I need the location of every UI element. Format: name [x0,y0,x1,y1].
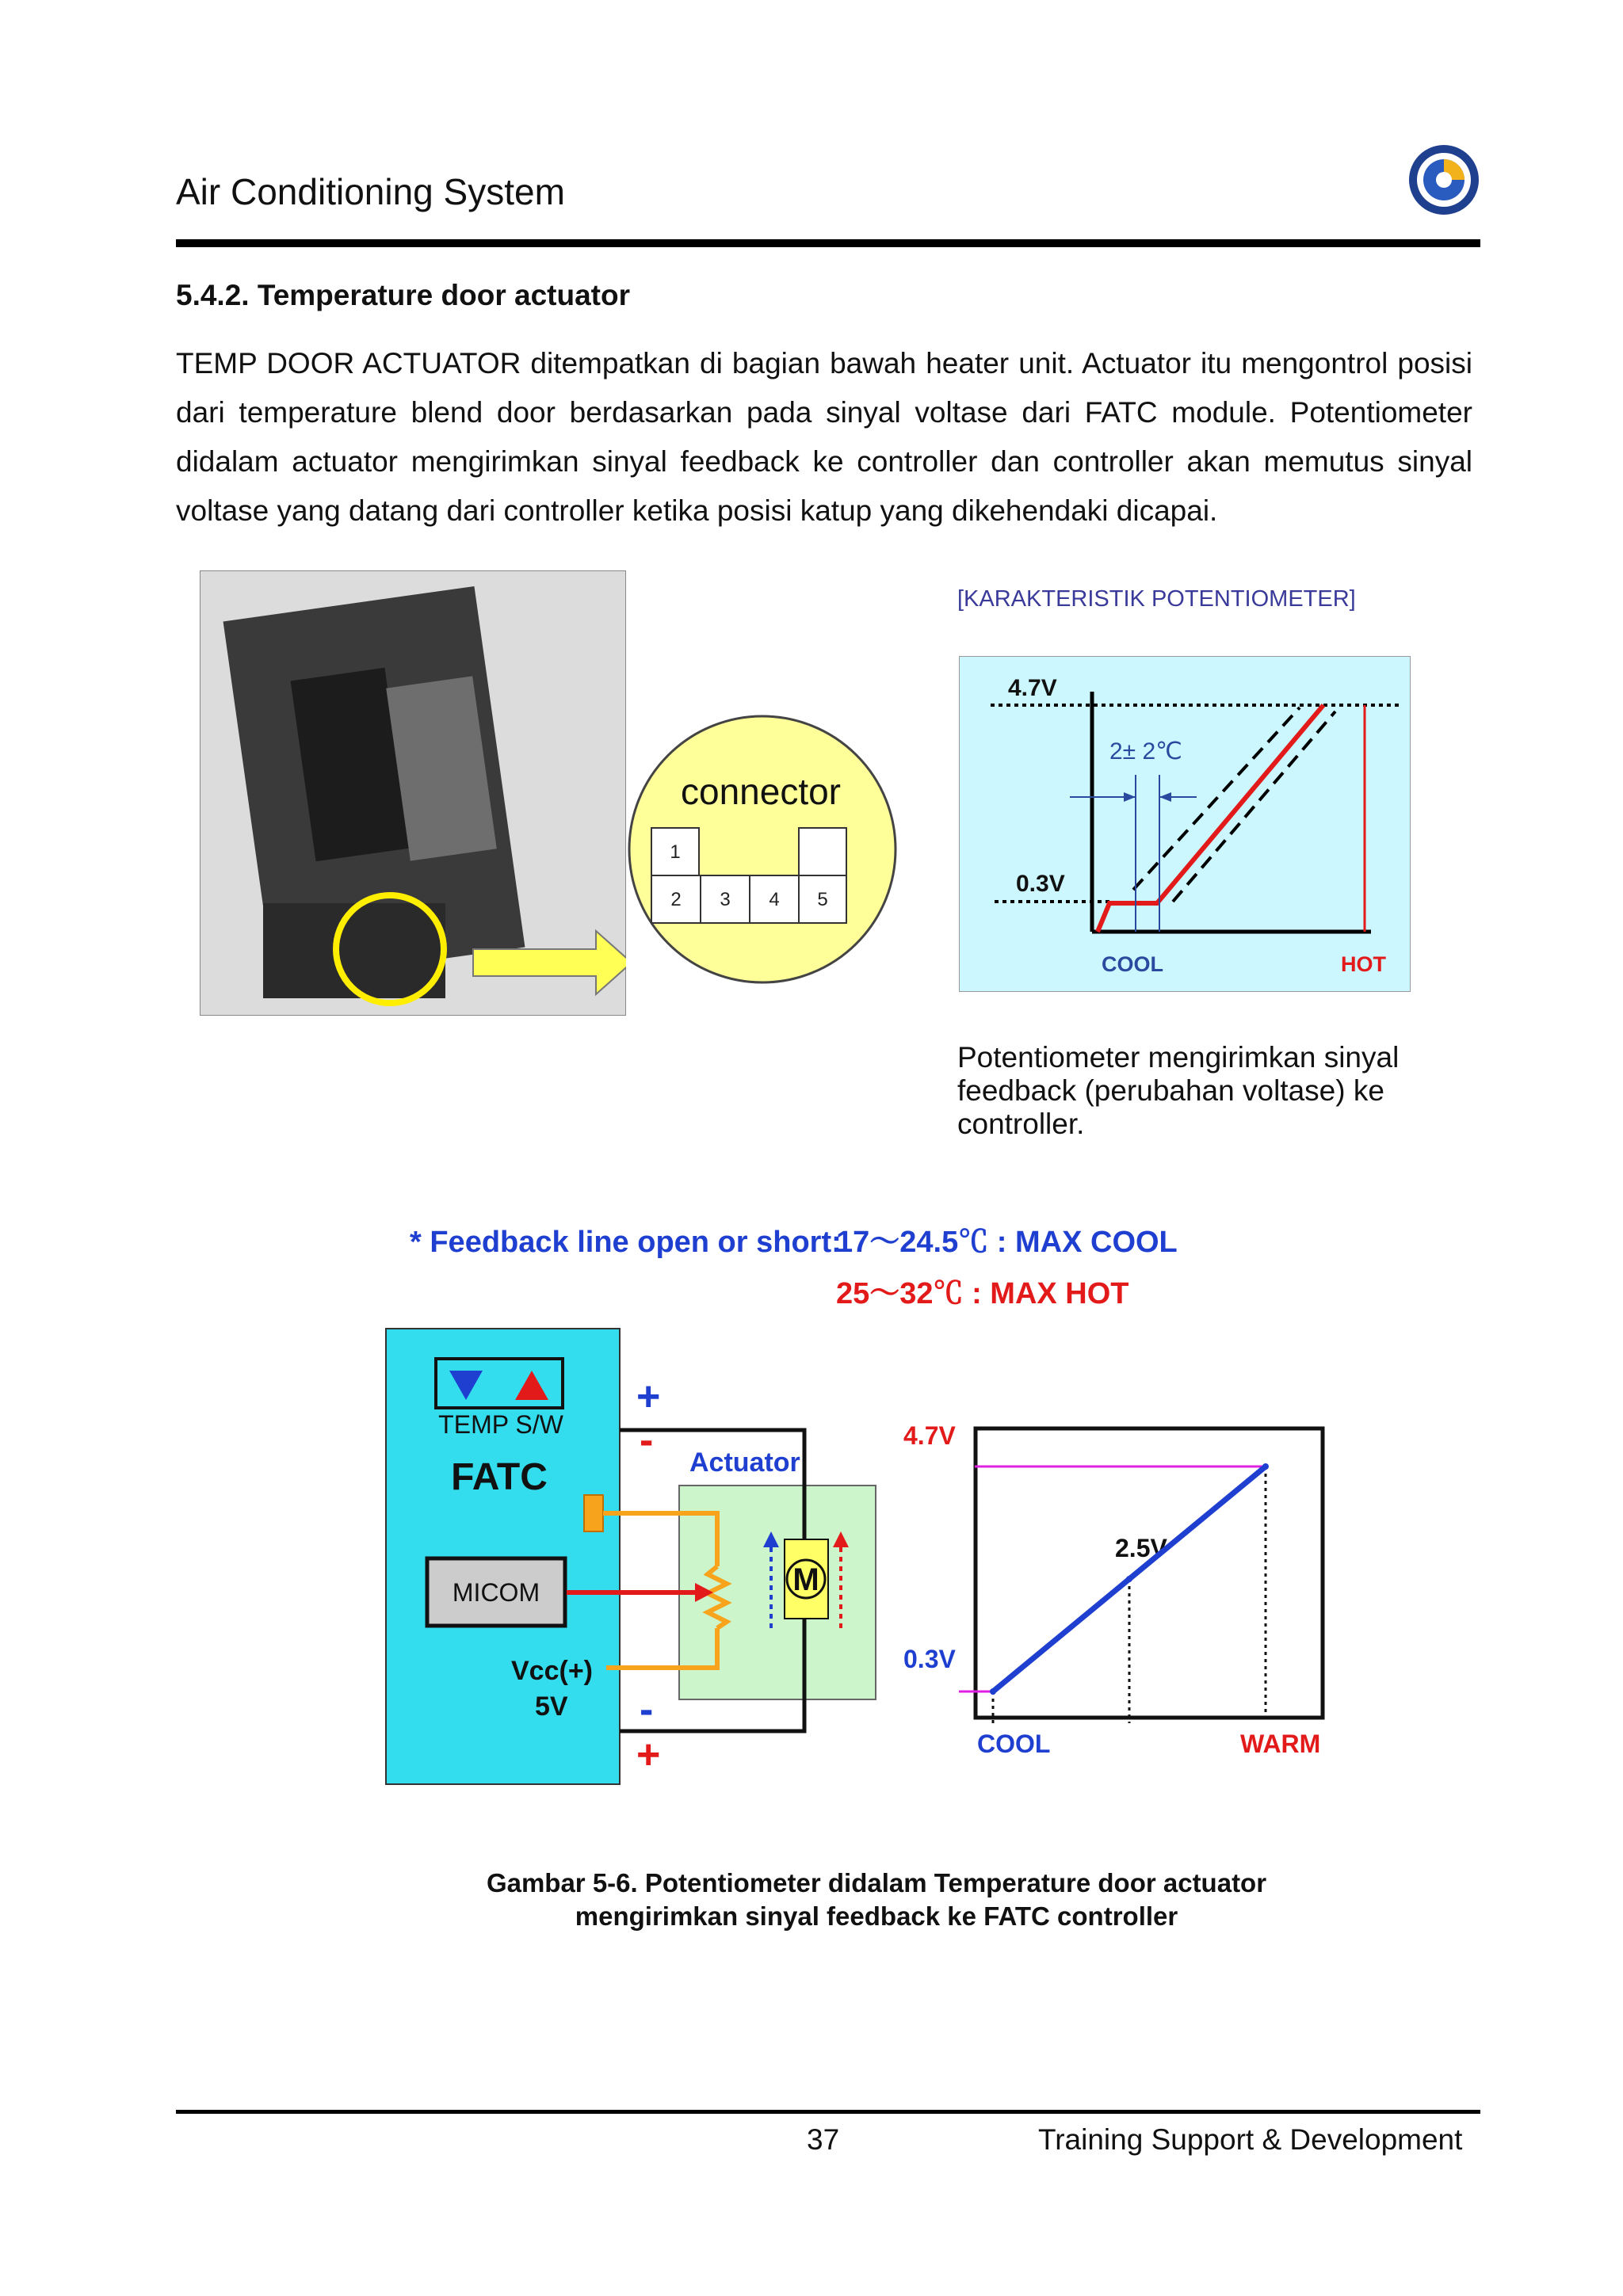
body-paragraph: TEMP DOOR ACTUATOR ditempatkan di bagian bawah heater unit. Actuator itu mengontrol posisi dari temperature blend door berdasarkan pada sinyal voltase dari FATC module. Potentiometer didalam actuator mengirimkan sinyal feedback ke controller dan controller akan memutus sinyal voltase yang datang dari controller ketika posisi katup yang dikehendaki dicapai. [176,347,1472,527]
fatc-label: FATC [451,1456,548,1498]
vchart-point-label: 2.5V [1115,1534,1167,1562]
header-rule [176,239,1480,247]
actuator-label: Actuator [689,1447,800,1478]
micom-label: MICOM [452,1578,540,1607]
pot-tolerance: 2± 2℃ [1109,738,1182,765]
vchart-y-tick-high: 4.7V [903,1421,956,1450]
figure-caption-line2: mengirimkan sinyal feedback ke FATC controller [575,1901,1178,1931]
connector-callout [626,713,899,986]
pin-3-label: 3 [720,889,731,910]
section-title: 5.4.2. Temperature door actuator [176,279,630,311]
pin-1-label: 1 [670,841,681,863]
vchart-point [1126,1576,1132,1582]
pin-4-label: 4 [769,889,780,910]
feedback-hot-range: 25～32℃ : MAX HOT [836,1277,1129,1310]
potentiometer-chart [959,656,1411,992]
pot-v-high: 4.7V [1008,675,1057,701]
plus-bottom: + [636,1732,661,1778]
page-number: 37 [807,2123,840,2156]
vchart-x-tick-warm: WARM [1240,1730,1321,1758]
feedback-cool-range: 17～24.5℃ : MAX COOL [836,1226,1178,1259]
pot-v-low: 0.3V [1016,871,1065,897]
footer-rule [176,2110,1480,2114]
minus-top: - [640,1417,654,1463]
company-logo [1407,143,1481,217]
potentiometer-description: Potentiometer mengirimkan sinyal feedback (perubahan voltase) ke controller. [957,1041,1400,1140]
figure-caption [176,1867,1577,1933]
pin-2-label: 2 [670,889,682,910]
vchart-y-tick-low: 0.3V [903,1645,956,1673]
five-v-label: 5V [535,1691,568,1722]
vcc-label: Vcc(+) [511,1656,593,1686]
vchart-x-tick-cool: COOL [977,1730,1051,1758]
footer-text: Training Support & Development [1038,2123,1463,2156]
fatc-circuit-diagram [384,1327,1335,1791]
motor-label: M [792,1562,819,1597]
page-header-title: Air Conditioning System [176,171,565,212]
pot-x-cool: COOL [1102,952,1163,976]
vchart-point [1262,1463,1269,1470]
feedback-label: * Feedback line open or short: [410,1226,842,1259]
temp-sw-label: TEMP S/W [438,1410,563,1439]
pot-x-hot: HOT [1341,952,1386,976]
actuator-photo [200,570,626,1016]
connector-label: connector [680,771,842,812]
voltage-chart [903,1421,1323,1758]
figure-caption-line1: Gambar 5-6. Potentiometer didalam Temperature door actuator [486,1868,1267,1897]
potentiometer-caption: [KARAKTERISTIK POTENTIOMETER] [957,586,1356,612]
pin-5-label: 5 [817,889,828,910]
feedback-note [408,1216,1201,1327]
minus-bottom: - [640,1687,654,1733]
vchart-point [990,1688,996,1695]
plus-top: + [636,1374,661,1420]
